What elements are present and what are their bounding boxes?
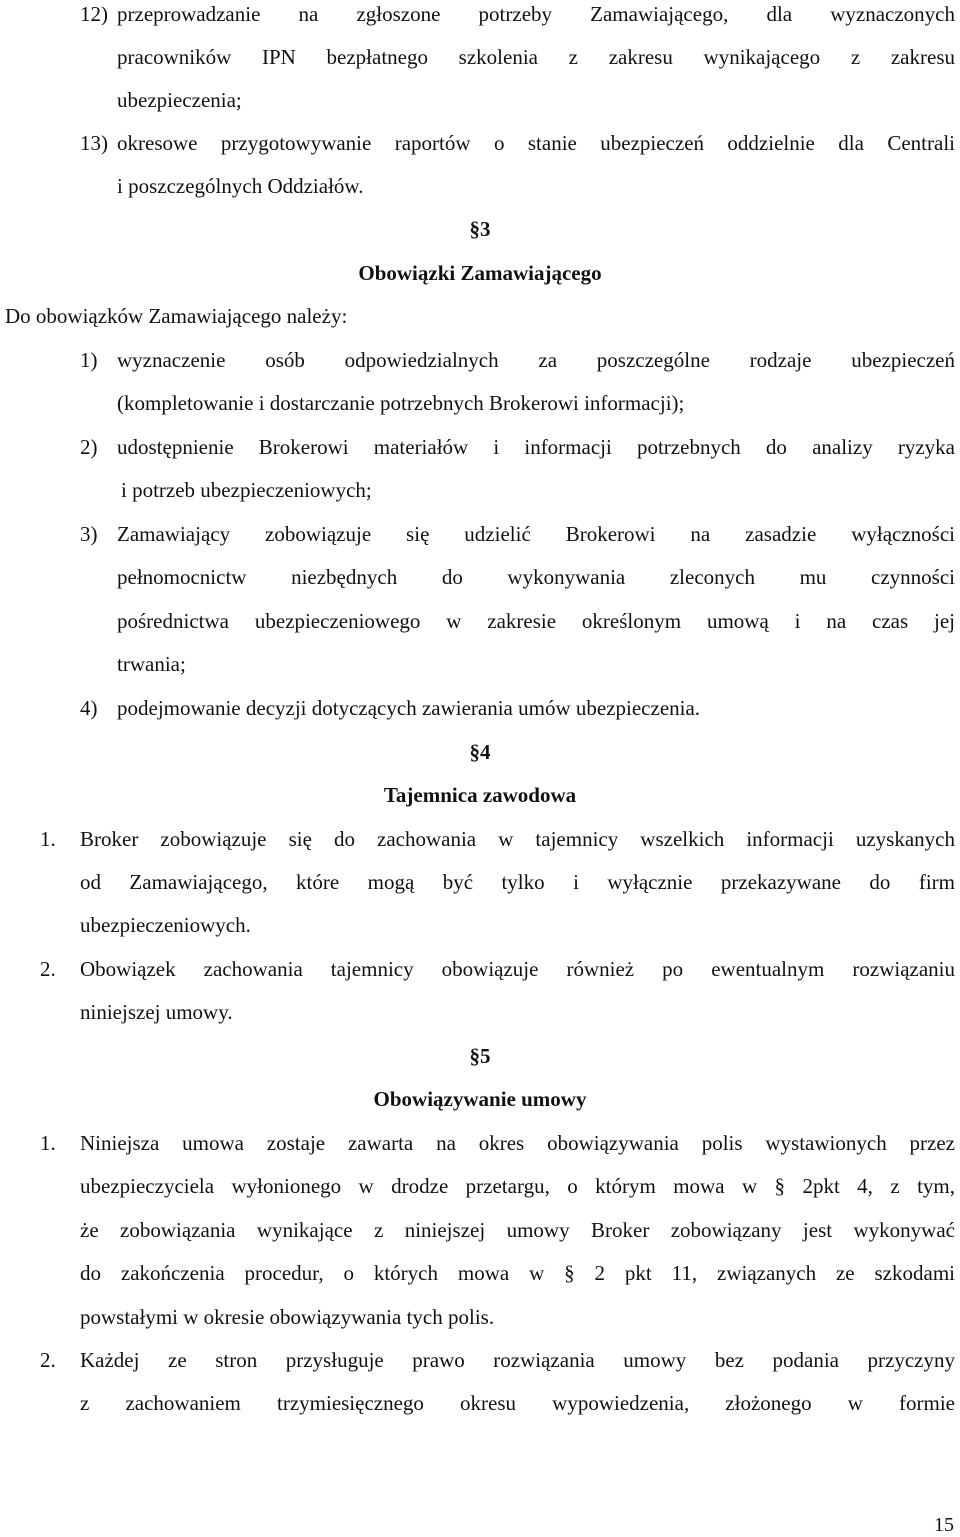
text-line: ubezpieczeniowych.	[80, 913, 251, 937]
text-line: pełnomocnictw niezbędnych do wykonywania zleconych mu czynności	[117, 565, 955, 589]
text-line: niniejszej umowy.	[80, 1000, 233, 1024]
item-number: 2)	[80, 435, 98, 459]
text-line: okresowe przygotowywanie raportów o stanie ubezpieczeń oddzielnie dla Centrali	[117, 131, 955, 155]
text-line: podejmowanie decyzji dotyczących zawierania umów ubezpieczenia.	[117, 696, 701, 720]
section-title: Obowiązki Zamawiającego	[358, 261, 602, 285]
text-line: trwania;	[117, 652, 186, 676]
item-number: 3)	[80, 522, 98, 546]
item-number: 2.	[40, 1348, 56, 1372]
text-line: Zamawiający zobowiązuje się udzielić Brokerowi na zasadzie wyłączności	[117, 522, 955, 546]
section-mark: §3	[469, 217, 491, 241]
text-line: Niniejsza umowa zostaje zawarta na okres obowiązywania polis wystawionych przez	[80, 1131, 955, 1155]
page-number: 15	[934, 1514, 954, 1536]
item-number: 1.	[40, 1131, 56, 1155]
section-title: Obowiązywanie umowy	[373, 1087, 587, 1111]
text-line: ubezpieczyciela wyłonionego w drodze przetargu, o którym mowa w § 2pkt 4, z tym,	[80, 1174, 955, 1198]
text-line: do zakończenia procedur, o których mowa w § 2 pkt 11, związanych ze szkodami	[80, 1261, 955, 1285]
text-line: (kompletowanie i dostarczanie potrzebnych Brokerowi informacji);	[117, 391, 685, 415]
section-mark: §5	[469, 1044, 491, 1068]
item-number: 2.	[40, 957, 56, 981]
item-number: 1.	[40, 827, 56, 851]
item-number: 12)	[80, 2, 108, 26]
item-number: 4)	[80, 696, 98, 720]
text-line: i poszczególnych Oddziałów.	[117, 174, 364, 198]
section-mark: §4	[469, 740, 491, 764]
text-line: pośrednictwa ubezpieczeniowego w zakresie określonym umową i na czas jej	[117, 609, 955, 633]
text-line: ubezpieczenia;	[117, 88, 242, 112]
text-line: pracowników IPN bezpłatnego szkolenia z zakresu wynikającego z zakresu	[117, 45, 955, 69]
text-line: powstałymi w okresie obowiązywania tych polis.	[80, 1305, 495, 1329]
text-line: Obowiązek zachowania tajemnicy obowiązuje również po ewentualnym rozwiązaniu	[80, 957, 955, 981]
text-line: od Zamawiającego, które mogą być tylko i wyłącznie przekazywane do firm	[80, 870, 955, 894]
text-line: Broker zobowiązuje się do zachowania w tajemnicy wszelkich informacji uzyskanych	[80, 827, 955, 851]
text-line: Każdej ze stron przysługuje prawo rozwiązania umowy bez podania przyczyny	[80, 1348, 955, 1372]
text-line: udostępnienie Brokerowi materiałów i informacji potrzebnych do analizy ryzyka	[117, 435, 955, 459]
section-lead: Do obowiązków Zamawiającego należy:	[5, 304, 348, 328]
text-line: przeprowadzanie na zgłoszone potrzeby Zamawiającego, dla wyznaczonych	[117, 2, 955, 26]
item-number: 1)	[80, 348, 98, 372]
text-line: z zachowaniem trzymiesięcznego okresu wypowiedzenia, złożonego w formie	[80, 1391, 955, 1415]
item-number: 13)	[80, 131, 108, 155]
text-line: wyznaczenie osób odpowiedzialnych za poszczególne rodzaje ubezpieczeń	[117, 348, 955, 372]
text-line: że zobowiązania wynikające z niniejszej umowy Broker zobowiązany jest wykonywać	[80, 1218, 955, 1242]
text-line: i potrzeb ubezpieczeniowych;	[121, 478, 372, 502]
section-title: Tajemnica zawodowa	[383, 783, 577, 807]
